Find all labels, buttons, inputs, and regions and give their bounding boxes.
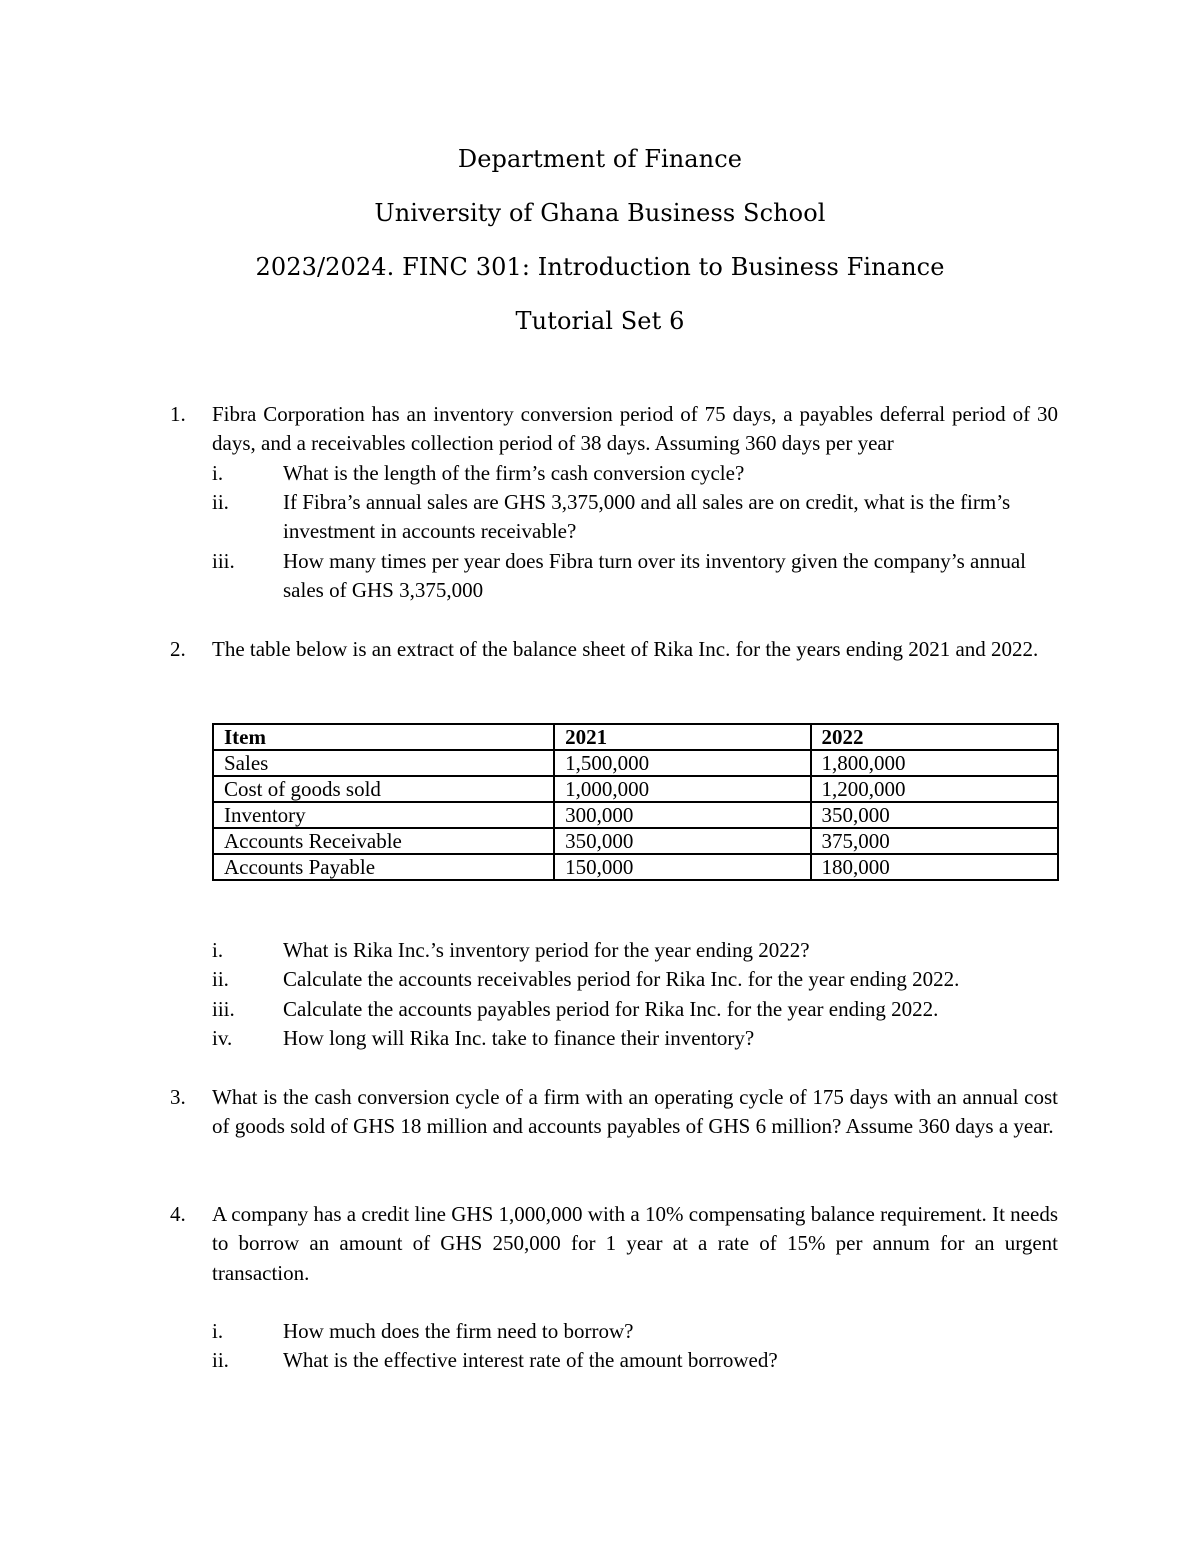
question-4-text: A company has a credit line GHS 1,000,000 with a 10% compensating balance requirement. It needs to borrow an amount of GHS 250,000 for 1 year at a rate of 15% per annum for an urgent transaction.: [212, 1202, 1058, 1285]
table-cell: Cost of goods sold: [213, 776, 554, 802]
sub-numeral: iii.: [212, 997, 235, 1021]
sub-numeral: iii.: [212, 549, 235, 573]
table-cell: 1,500,000: [554, 750, 810, 776]
question-4-number: 4.: [170, 1202, 186, 1226]
table-cell: 350,000: [811, 802, 1058, 828]
sub-numeral: i.: [212, 1319, 224, 1343]
table-cell: 180,000: [811, 854, 1058, 880]
table-row: [213, 776, 1058, 802]
balance-sheet-table: [212, 723, 1059, 881]
sub-text: How much does the firm need to borrow?: [283, 1319, 634, 1343]
school-title: University of Ghana Business School: [374, 199, 826, 227]
table-cell: Sales: [213, 750, 554, 776]
table-cell: 1,200,000: [811, 776, 1058, 802]
sub-numeral: ii.: [212, 490, 229, 514]
table-row: [213, 828, 1058, 854]
table-row: [213, 802, 1058, 828]
question-2-text: The table below is an extract of the balance sheet of Rika Inc. for the years ending 2021 and 2022.: [212, 637, 1039, 661]
sub-text: How many times per year does Fibra turn over its inventory given the company’s annual sales of GHS 3,375,000: [283, 549, 1026, 603]
sub-numeral: ii.: [212, 967, 229, 991]
department-title: Department of Finance: [457, 145, 743, 173]
header-2022: 2022: [811, 724, 1058, 750]
header-2021: 2021: [554, 724, 810, 750]
table-cell: Inventory: [213, 802, 554, 828]
table-cell: 350,000: [554, 828, 810, 854]
table-cell: 1,800,000: [811, 750, 1058, 776]
sub-text: What is the length of the firm’s cash conversion cycle?: [283, 461, 745, 485]
table-cell: Accounts Receivable: [213, 828, 554, 854]
header-item: Item: [213, 724, 554, 750]
table-cell: 150,000: [554, 854, 810, 880]
question-1-number: 1.: [170, 402, 186, 426]
tutorial-title: Tutorial Set 6: [515, 307, 685, 335]
question-1-text: Fibra Corporation has an inventory conversion period of 75 days, a payables deferral period of 30 days, and a receivables collection period of 38 days. Assuming 360 days per year: [212, 402, 1058, 456]
sub-numeral: iv.: [212, 1026, 233, 1050]
table-cell: 1,000,000: [554, 776, 810, 802]
sub-text: Calculate the accounts receivables period for Rika Inc. for the year ending 2022.: [283, 967, 960, 991]
sub-numeral: i.: [212, 461, 224, 485]
question-2-number: 2.: [170, 637, 186, 661]
sub-text: If Fibra’s annual sales are GHS 3,375,000 and all sales are on credit, what is the firm’s investment in accounts receivable?: [283, 490, 1011, 544]
sub-text: Calculate the accounts payables period for Rika Inc. for the year ending 2022.: [283, 997, 939, 1021]
sub-numeral: i.: [212, 938, 224, 962]
sub-numeral: ii.: [212, 1348, 229, 1372]
sub-text: How long will Rika Inc. take to finance their inventory?: [283, 1026, 755, 1050]
table-row: [213, 854, 1058, 880]
table-row: [213, 750, 1058, 776]
course-title: 2023/2024. FINC 301: Introduction to Business Finance: [255, 253, 945, 281]
table-cell: Accounts Payable: [213, 854, 554, 880]
sub-text: What is Rika Inc.’s inventory period for the year ending 2022?: [283, 938, 810, 962]
table-cell: 300,000: [554, 802, 810, 828]
question-3-text: What is the cash conversion cycle of a firm with an operating cycle of 175 days with an annual cost of goods sold of GHS 18 million and accounts payables of GHS 6 million? Assume 360 days a year.: [212, 1085, 1058, 1139]
sub-text: What is the effective interest rate of the amount borrowed?: [283, 1348, 778, 1372]
table-cell: 375,000: [811, 828, 1058, 854]
table-header-row: [213, 724, 1058, 750]
question-3-number: 3.: [170, 1085, 186, 1109]
